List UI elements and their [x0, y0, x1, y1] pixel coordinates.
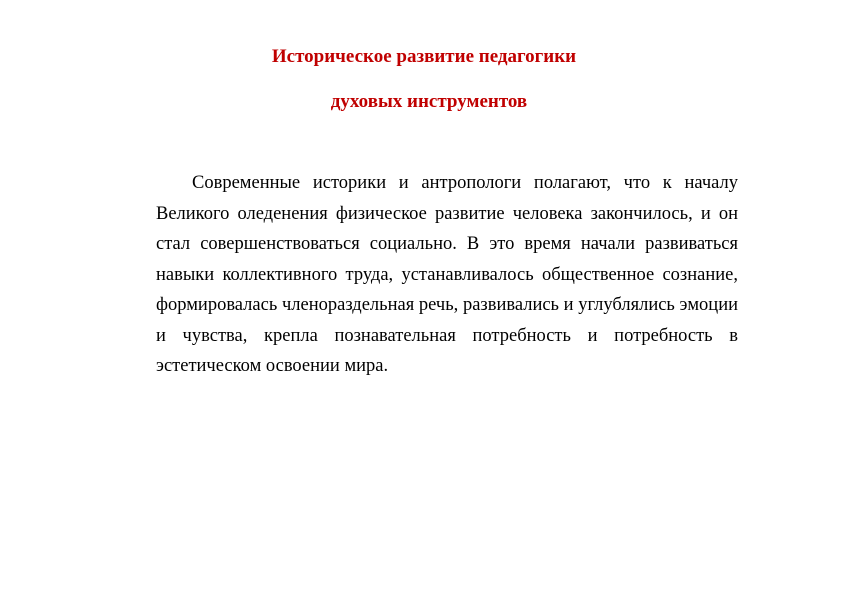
body-paragraph: Современные историки и антропологи полагают, что к началу Великого оледенения физическое развитие человека закончилось, и он стал совершенствоваться социально. В это время начали развиваться навыки коллективного труда, устанавливалось общественное сознание, формировалась членораздельная речь, развивались и углублялись эмоции и чувства, крепла познавательная потребность и потребность в эстетическом освоении мира. [156, 173, 738, 376]
document-title-line-2: духовых инструментов [330, 91, 528, 112]
document-title-line-1: Историческое развитие педагогики [271, 46, 577, 67]
